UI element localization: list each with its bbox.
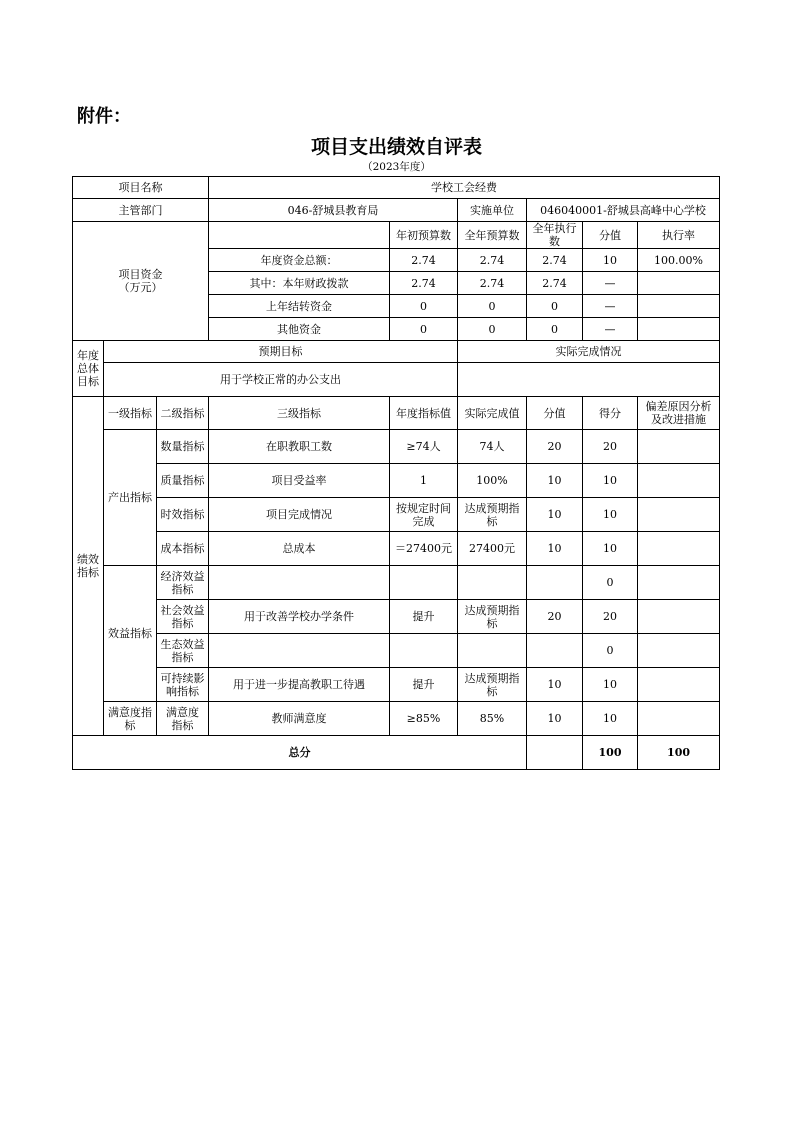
level3-indicator: 用于改善学校办学条件 — [209, 600, 390, 634]
level2-indicator: 成本指标 — [157, 532, 209, 566]
actual-value — [458, 634, 527, 668]
funds-value: 0 — [527, 295, 583, 318]
score: 0 — [583, 634, 638, 668]
level3-indicator: 教师满意度 — [209, 702, 390, 736]
funds-value: — — [583, 272, 638, 295]
level1-indicator: 满意度指 标 — [104, 702, 157, 736]
funds-row-label: 其中：本年财政拨款 — [209, 272, 390, 295]
target-value: ≥85% — [390, 702, 458, 736]
funds-value — [638, 272, 720, 295]
score-max: 10 — [527, 532, 583, 566]
level3-indicator: 总成本 — [209, 532, 390, 566]
funds-row-label: 年度资金总额： — [209, 249, 390, 272]
funds-value: — — [583, 295, 638, 318]
funds-value — [638, 318, 720, 341]
remark — [638, 498, 720, 532]
funds-value: 0 — [390, 318, 458, 341]
indicator-header: 二级指标 — [157, 397, 209, 430]
table-row — [73, 397, 720, 430]
project-name-value: 学校工会经费 — [209, 177, 720, 199]
score: 20 — [583, 600, 638, 634]
table-row — [73, 566, 720, 600]
table-row — [73, 634, 720, 668]
funds-value: 2.74 — [458, 249, 527, 272]
total-label: 总分 — [73, 736, 527, 770]
actual-value: 85% — [458, 702, 527, 736]
indicator-header: 偏差原因分析 及改进措施 — [638, 397, 720, 430]
level1-indicator: 产出指标 — [104, 430, 157, 566]
remark — [638, 464, 720, 498]
actual-value: 100% — [458, 464, 527, 498]
evaluation-table — [72, 176, 720, 770]
total-blank — [527, 736, 583, 770]
table-row — [73, 464, 720, 498]
funds-header: 年初预算数 — [390, 222, 458, 249]
level2-indicator: 满意度 指标 — [157, 702, 209, 736]
table-row — [73, 430, 720, 464]
table-row — [73, 600, 720, 634]
funds-corner — [209, 222, 390, 249]
level2-indicator: 质量指标 — [157, 464, 209, 498]
funds-header: 执行率 — [638, 222, 720, 249]
funds-value: 2.74 — [527, 272, 583, 295]
funds-header: 全年执行数 — [527, 222, 583, 249]
indicator-header: 三级指标 — [209, 397, 390, 430]
page-title: 项目支出绩效自评表 — [310, 136, 482, 158]
score-max: 20 — [527, 600, 583, 634]
indicator-header: 一级指标 — [104, 397, 157, 430]
score: 10 — [583, 532, 638, 566]
level2-indicator: 经济效益 指标 — [157, 566, 209, 600]
dept-value: 046-舒城县教育局 — [209, 199, 458, 222]
actual-value: 达成预期指 标 — [458, 498, 527, 532]
level3-indicator — [209, 634, 390, 668]
unit-label: 实施单位 — [458, 199, 527, 222]
indicator-header: 年度指标值 — [390, 397, 458, 430]
level3-indicator: 项目完成情况 — [209, 498, 390, 532]
funds-value: 0 — [527, 318, 583, 341]
level2-indicator: 可持续影 响指标 — [157, 668, 209, 702]
goals-label: 年度 总体 目标 — [73, 341, 104, 397]
actual-value — [458, 566, 527, 600]
funds-value: — — [583, 318, 638, 341]
indicators-label: 绩效 指标 — [73, 397, 104, 736]
project-name-label: 项目名称 — [73, 177, 209, 199]
total-score: 100 — [638, 736, 720, 770]
level2-indicator: 时效指标 — [157, 498, 209, 532]
table-row — [73, 341, 720, 363]
remark — [638, 532, 720, 566]
funds-value: 0 — [390, 295, 458, 318]
target-value: 提升 — [390, 600, 458, 634]
funds-label: 项目资金 （万元） — [73, 222, 209, 341]
remark — [638, 668, 720, 702]
target-value: ＝27400元 — [390, 532, 458, 566]
funds-value: 2.74 — [527, 249, 583, 272]
table-row — [73, 532, 720, 566]
target-value — [390, 566, 458, 600]
funds-value — [638, 295, 720, 318]
funds-value: 2.74 — [390, 272, 458, 295]
score: 10 — [583, 702, 638, 736]
indicator-header: 得分 — [583, 397, 638, 430]
year-label: （2023年度） — [362, 161, 431, 173]
funds-value: 0 — [458, 318, 527, 341]
actual-goal-header: 实际完成情况 — [458, 341, 720, 363]
level1-indicator: 效益指标 — [104, 566, 157, 702]
level3-indicator: 项目受益率 — [209, 464, 390, 498]
level3-indicator: 用于进一步提高教职工待遇 — [209, 668, 390, 702]
score-max: 10 — [527, 668, 583, 702]
target-value: 提升 — [390, 668, 458, 702]
funds-header: 全年预算数 — [458, 222, 527, 249]
actual-value: 达成预期指 标 — [458, 668, 527, 702]
remark — [638, 566, 720, 600]
actual-value: 27400元 — [458, 532, 527, 566]
expected-goal-header: 预期目标 — [104, 341, 458, 363]
score-max: 10 — [527, 464, 583, 498]
score-max: 10 — [527, 702, 583, 736]
funds-value: 2.74 — [458, 272, 527, 295]
table-row — [73, 177, 720, 199]
table-row — [73, 363, 720, 397]
score: 10 — [583, 498, 638, 532]
table-row — [73, 668, 720, 702]
score: 10 — [583, 464, 638, 498]
score-max — [527, 634, 583, 668]
table-row — [73, 736, 720, 770]
funds-value: 0 — [458, 295, 527, 318]
score: 0 — [583, 566, 638, 600]
target-value: 1 — [390, 464, 458, 498]
score: 10 — [583, 668, 638, 702]
total-score-max: 100 — [583, 736, 638, 770]
level2-indicator: 社会效益 指标 — [157, 600, 209, 634]
score-max: 10 — [527, 498, 583, 532]
funds-header: 分值 — [583, 222, 638, 249]
remark — [638, 430, 720, 464]
score: 20 — [583, 430, 638, 464]
score-max: 20 — [527, 430, 583, 464]
target-value — [390, 634, 458, 668]
table-row — [73, 222, 720, 249]
level2-indicator: 生态效益 指标 — [157, 634, 209, 668]
level3-indicator: 在职教职工数 — [209, 430, 390, 464]
score-max — [527, 566, 583, 600]
remark — [638, 702, 720, 736]
remark — [638, 634, 720, 668]
actual-value: 达成预期指 标 — [458, 600, 527, 634]
target-value: 按规定时间 完成 — [390, 498, 458, 532]
funds-value: 2.74 — [390, 249, 458, 272]
table-row — [73, 498, 720, 532]
indicator-header: 实际完成值 — [458, 397, 527, 430]
dept-label: 主管部门 — [73, 199, 209, 222]
level2-indicator: 数量指标 — [157, 430, 209, 464]
attachment-label: 附件： — [77, 106, 131, 127]
unit-value: 046040001-舒城县高峰中心学校 — [527, 199, 720, 222]
expected-goal-value: 用于学校正常的办公支出 — [104, 363, 458, 397]
funds-value: 100.00% — [638, 249, 720, 272]
level3-indicator — [209, 566, 390, 600]
funds-row-label: 上年结转资金 — [209, 295, 390, 318]
funds-value: 10 — [583, 249, 638, 272]
table-row — [73, 199, 720, 222]
actual-value: 74人 — [458, 430, 527, 464]
actual-goal-value — [458, 363, 720, 397]
table-row — [73, 702, 720, 736]
indicator-header: 分值 — [527, 397, 583, 430]
funds-row-label: 其他资金 — [209, 318, 390, 341]
remark — [638, 600, 720, 634]
target-value: ≥74人 — [390, 430, 458, 464]
